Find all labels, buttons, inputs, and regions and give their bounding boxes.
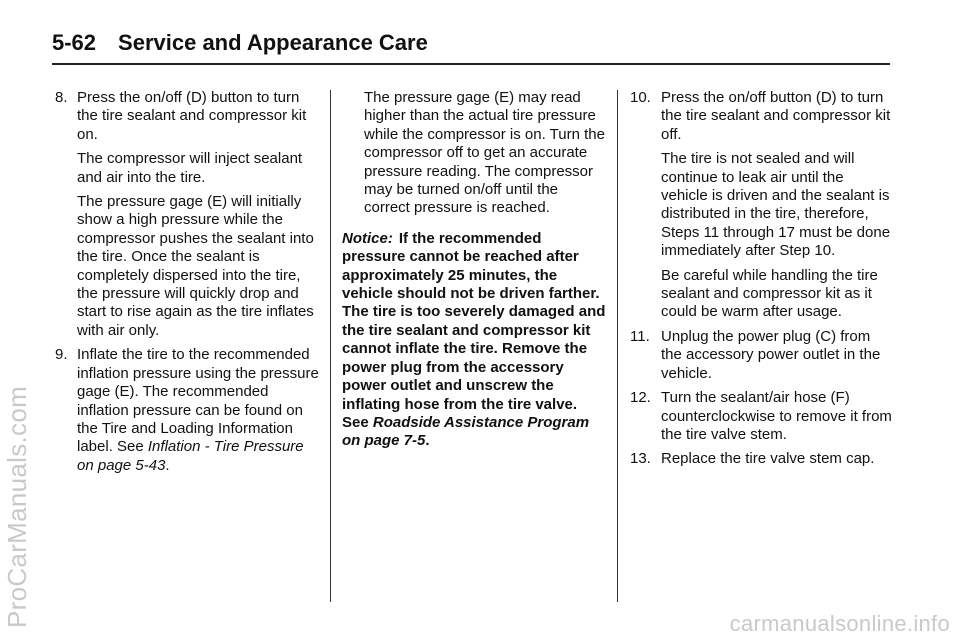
notice-label: Notice: <box>342 229 393 247</box>
header-rule <box>52 63 890 65</box>
step-8 <box>55 89 319 340</box>
step-number: 10. <box>630 89 651 106</box>
column-3 <box>630 89 894 475</box>
step-text-body: Inflate the tire to the recommended inflation pressure using the pressure gage (E). The recommended inflation pressure can be found on the Tire and Loading Information label. See <box>77 346 319 456</box>
step-note: The tire is not sealed and will continue to leak air until the vehicle is driven and the sealant is distributed in the tire, therefore, Steps 11 through 17 must be done immediately after Step 10. <box>661 150 891 260</box>
column-divider-2 <box>617 90 618 602</box>
step-text: Press the on/off button (D) to turn the tire sealant and compressor kit off. <box>661 89 891 143</box>
step-note: The pressure gage (E) will initially show a high pressure while the compressor pushes the sealant into the tire. Once the sealant is completely dispersed into the tire, the pressure will quickly drop and start to rise again as the tire inflates with air only. <box>77 193 314 339</box>
cross-reference-link[interactable]: Roadside Assistance Program on page 7-5 <box>342 413 590 450</box>
notice-end: . <box>425 432 430 450</box>
step-note: Be careful while handling the tire sealant and compressor kit as it could be warm after usage. <box>661 266 878 321</box>
step-number: 8. <box>55 89 68 106</box>
step-note: The compressor will inject sealant and air into the tire. <box>77 150 303 186</box>
step-text: Turn the sealant/air hose (F) counterclockwise to remove it from the tire valve stem. <box>661 389 892 443</box>
section-title: Service and Appearance Care <box>118 30 428 55</box>
step-number: 9. <box>55 346 68 364</box>
step-12 <box>630 389 894 444</box>
column-2 <box>342 89 606 451</box>
column-divider-1 <box>330 90 331 602</box>
step-text: Replace the tire valve stem cap. <box>661 450 875 468</box>
step-11 <box>630 328 894 383</box>
step-number: 12. <box>630 389 651 407</box>
step-number: 13. <box>630 450 651 468</box>
column-1 <box>55 89 319 481</box>
step-text <box>77 346 319 475</box>
bottom-watermark: carmanualsonline.info <box>729 611 950 636</box>
page-number: 5-62 <box>52 30 97 55</box>
notice-text: If the recommended pressure cannot be reached after approximately 25 minutes, the vehicle should not be driven farther. The tire is too severely damaged and the tire sealant and compressor kit cannot inflate the tire. Remove the power plug from the accessory power outlet and unscrew the inflating hose from the tire valve. See <box>342 229 606 431</box>
gage-note: The pressure gage (E) may read higher than the actual tire pressure while the compressor is on. Turn the compressor off to get an accurate pressure reading. The compressor may be turned on/off until the correct pressure is reached. <box>364 89 605 217</box>
step-10 <box>630 89 894 322</box>
step-text: Press the on/off (D) button to turn the tire sealant and compressor kit on. <box>77 89 307 143</box>
step-9 <box>55 346 319 475</box>
side-watermark: ProCarManuals.com <box>2 385 32 628</box>
cross-reference-link[interactable]: Inflation - Tire Pressure on page 5-43 <box>77 438 304 474</box>
step-text: Unplug the power plug (C) from the accessory power outlet in the vehicle. <box>661 327 881 382</box>
page-header <box>52 30 890 56</box>
step-number: 11. <box>630 327 650 345</box>
step-13 <box>630 450 894 468</box>
notice-block <box>342 230 606 451</box>
step-text-end: . <box>165 456 170 474</box>
